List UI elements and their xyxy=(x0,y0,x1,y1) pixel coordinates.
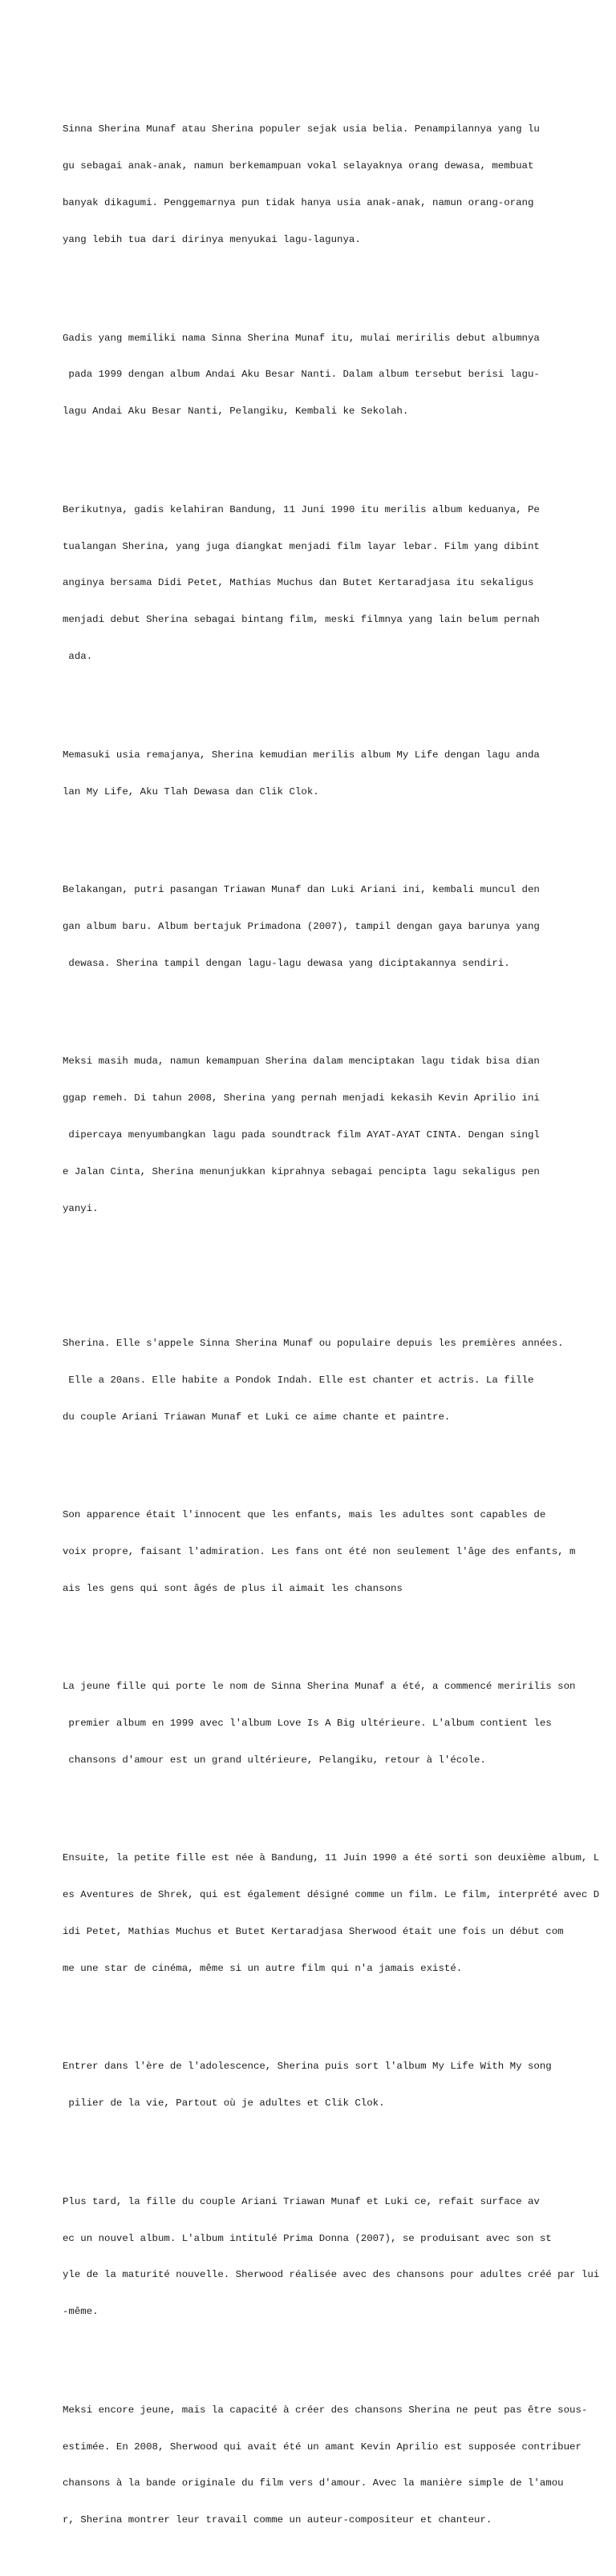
paragraph-fr-6 xyxy=(63,2171,616,2343)
text-line: voix propre, faisant l'admiration. Les fans ont été non seulement l'âge des enfants, m xyxy=(63,1545,576,1557)
text-line: Son apparence était l'innocent que les enfants, mais les adultes sont capables de xyxy=(63,1509,546,1521)
text-line: pada 1999 dengan album Andai Aku Besar Nanti. Dalam album tersebut berisi lagu- xyxy=(63,369,540,381)
paragraph-id-1 xyxy=(63,99,616,271)
document-body xyxy=(63,63,616,2576)
text-line: menjadi debut Sherina sebagai bintang film, meski filmnya yang lain belum pernah xyxy=(63,614,540,626)
paragraph-id-6 xyxy=(63,1031,616,1239)
paragraph-id-5 xyxy=(63,859,616,994)
text-line: Berikutnya, gadis kelahiran Bandung, 11 Juni 1990 itu merilis album keduanya, Pe xyxy=(63,503,540,515)
text-line: Ensuite, la petite fille est née à Bandung, 11 Juin 1990 a été sorti son deuxième album, L xyxy=(63,1852,600,1864)
text-line: gu sebagai anak-anak, namun berkemampuan vokal selayaknya orang dewasa, membuat xyxy=(63,160,534,172)
text-line: chansons d'amour est un grand ultérieure, Pelangiku, retour à l'école. xyxy=(63,1754,486,1766)
text-line: es Aventures de Shrek, qui est également désigné comme un film. Le film, interprété avec D xyxy=(63,1889,600,1901)
text-line: me une star de cinéma, même si un autre film qui n'a jamais existé. xyxy=(63,1963,463,1975)
text-line: premier album en 1999 avec l'album Love Is A Big ultérieure. L'album contient les xyxy=(63,1718,552,1730)
paragraph-fr-5 xyxy=(63,2037,616,2134)
text-line: yle de la maturité nouvelle. Sherwood réalisée avec des chansons pour adultes créé par lui xyxy=(63,2269,600,2281)
paragraph-fr-3 xyxy=(63,1657,616,1791)
text-line: ec un nouvel album. L'album intitulé Prima Donna (2007), se produisant avec son st xyxy=(63,2232,552,2244)
text-line: yanyi. xyxy=(63,1202,99,1214)
text-line: Belakangan, putri pasangan Triawan Munaf dan Luki Ariani ini, kembali muncul den xyxy=(63,883,540,895)
paragraph-id-4 xyxy=(63,725,616,822)
text-line: La jeune fille qui porte le nom de Sinna Sherina Munaf a été, a commencé meririlis son xyxy=(63,1681,576,1693)
text-line: anginya bersama Didi Petet, Mathias Muchus dan Butet Kertaradjasa itu sekaligus xyxy=(63,577,534,589)
text-line: idi Petet, Mathias Muchus et Butet Kertaradjasa Sherwood était une fois un début com xyxy=(63,1926,564,1938)
text-line: Memasuki usia remajanya, Sherina kemudian merilis album My Life dengan lagu anda xyxy=(63,749,540,761)
text-line: banyak dikagumi. Penggemarnya pun tidak hanya usia anak-anak, namun orang-orang xyxy=(63,197,534,209)
text-line: dewasa. Sherina tampil dengan lagu-lagu dewasa yang diciptakannya sendiri. xyxy=(63,957,510,969)
text-line: pilier de la vie, Partout où je adultes et Clik Clok. xyxy=(63,2098,385,2110)
text-line: tualangan Sherina, yang juga diangkat menjadi film layar lebar. Film yang dibint xyxy=(63,540,540,552)
text-line: Sinna Sherina Munaf atau Sherina populer sejak usia belia. Penampilannya yang lu xyxy=(63,123,540,135)
text-line: Elle a 20ans. Elle habite a Pondok Indah. Elle est chanter et actris. La fille xyxy=(63,1374,534,1386)
paragraph-fr-4 xyxy=(63,1828,616,2000)
text-line: du couple Ariani Triawan Munaf et Luki ce aime chante et paintre. xyxy=(63,1411,451,1423)
text-line: Gadis yang memiliki nama Sinna Sherina Munaf itu, mulai meririlis debut albumnya xyxy=(63,332,540,344)
paragraph-fr-2 xyxy=(63,1484,616,1619)
text-line: dipercaya menyumbangkan lagu pada soundtrack film AYAT-AYAT CINTA. Dengan singl xyxy=(63,1129,540,1141)
text-line: ggap remeh. Di tahun 2008, Sherina yang pernah menjadi kekasih Kevin Aprilio ini xyxy=(63,1092,540,1104)
paragraph-id-2 xyxy=(63,308,616,442)
paragraph-fr-7 xyxy=(63,2380,616,2551)
text-line: Meksi masih muda, namun kemampuan Sherina dalam menciptakan lagu tidak bisa dian xyxy=(63,1056,540,1068)
text-line: -même. xyxy=(63,2306,99,2318)
text-line: Meksi encore jeune, mais la capacité à créer des chansons Sherina ne peut pas être sous- xyxy=(63,2404,588,2416)
text-line: estimée. En 2008, Sherwood qui avait été un amant Kevin Aprilio est supposée contribuer xyxy=(63,2441,582,2453)
text-line: lan My Life, Aku Tlah Dewasa dan Clik Clok. xyxy=(63,785,319,797)
text-line: ada. xyxy=(63,651,93,663)
text-line: lagu Andai Aku Besar Nanti, Pelangiku, Kembali ke Sekolah. xyxy=(63,406,409,418)
paragraph-id-3 xyxy=(63,479,616,688)
text-line: yang lebih tua dari dirinya menyukai lagu-lagunya. xyxy=(63,234,361,246)
text-line: Sherina. Elle s'appele Sinna Sherina Munaf ou populaire depuis les premières années. xyxy=(63,1337,564,1349)
text-line: Plus tard, la fille du couple Ariani Triawan Munaf et Luki ce, refait surface av xyxy=(63,2195,540,2207)
text-line: e Jalan Cinta, Sherina menunjukkan kiprahnya sebagai pencipta lagu sekaligus pen xyxy=(63,1165,540,1177)
text-line: Entrer dans l'ère de l'adolescence, Sherina puis sort l'album My Life With My song xyxy=(63,2061,552,2073)
text-line: chansons à la bande originale du film vers d'amour. Avec la manière simple de l'amou xyxy=(63,2477,564,2489)
text-line: r, Sherina montrer leur travail comme un auteur-compositeur et chanteur. xyxy=(63,2514,492,2526)
paragraph-fr-1 xyxy=(63,1313,616,1447)
text-line: ais les gens qui sont âgés de plus il aimait les chansons xyxy=(63,1582,403,1594)
text-line: gan album baru. Album bertajuk Primadona (2007), tampil dengan gaya barunya yang xyxy=(63,920,540,932)
